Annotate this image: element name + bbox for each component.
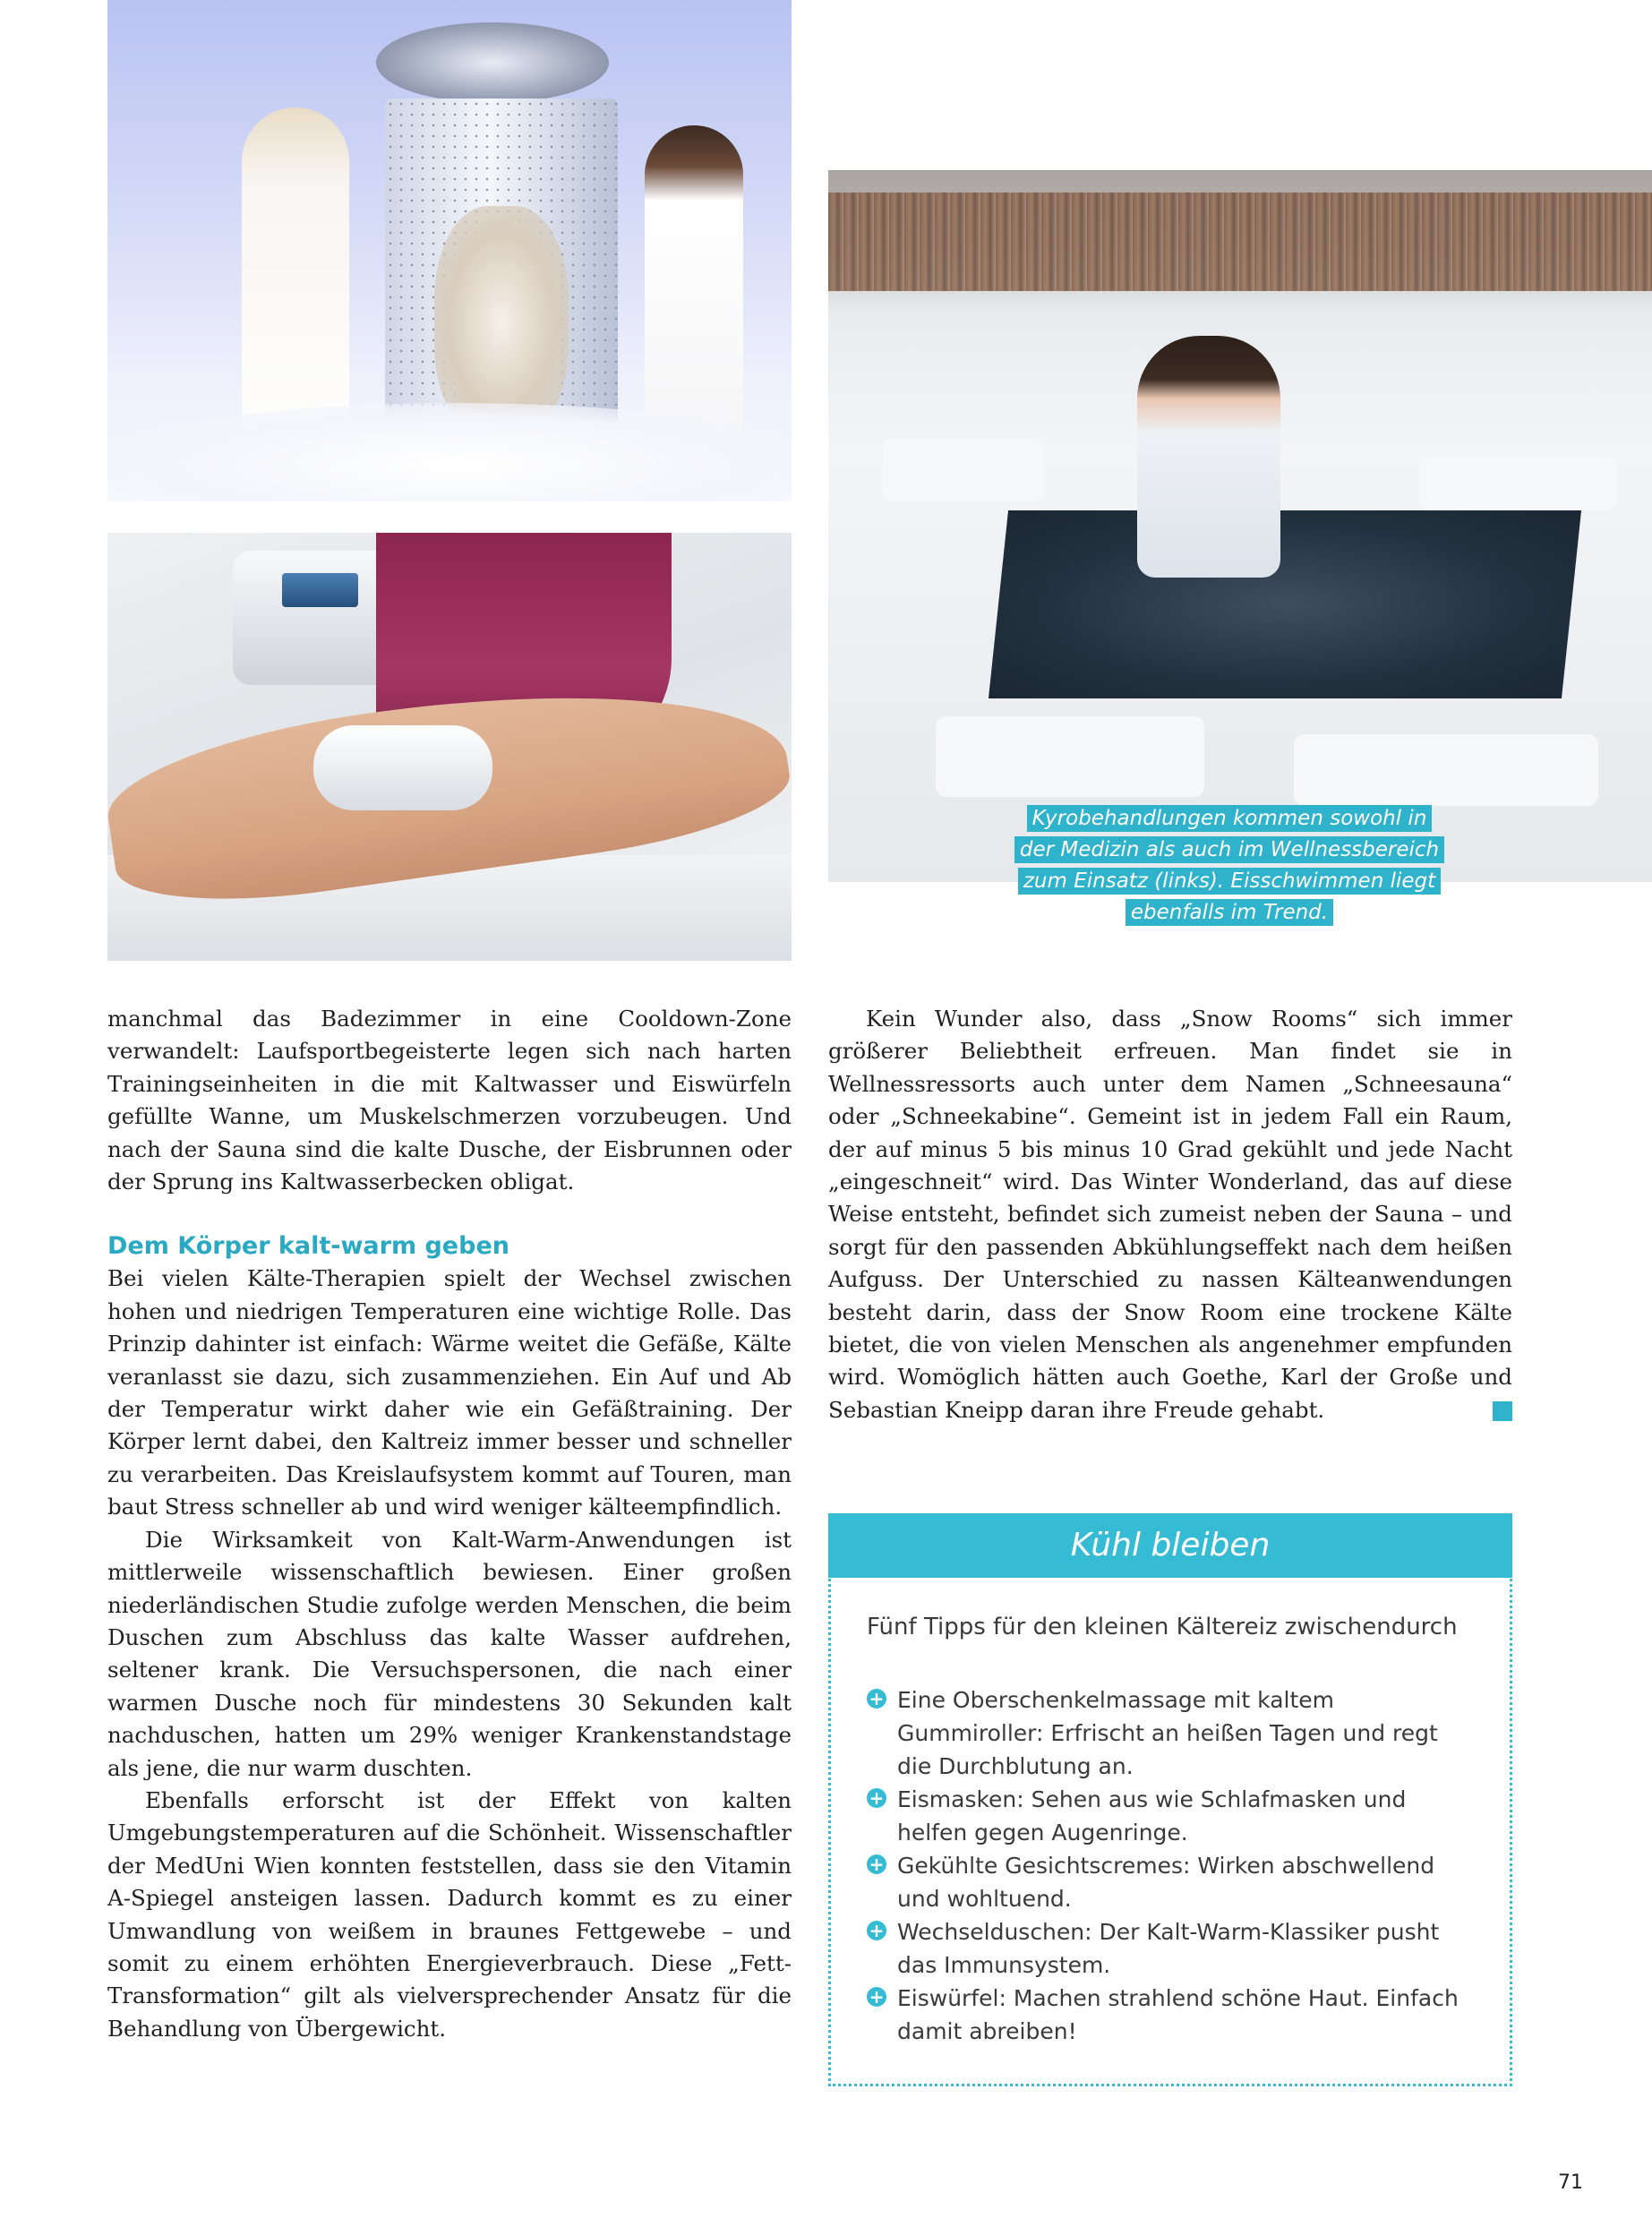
caption-line: der Medizin als auch im Wellnessbereich	[1014, 836, 1444, 863]
cryo-ceiling-lamp	[376, 22, 609, 103]
plus-icon: +	[867, 1788, 886, 1808]
plus-icon: +	[867, 1987, 886, 2007]
section-subhead: Dem Körper kalt-warm geben	[107, 1232, 509, 1261]
tip-item	[867, 1849, 1476, 1915]
ice-floe	[1419, 457, 1616, 510]
caption-line: ebenfalls im Trend.	[1126, 899, 1333, 926]
ice-floe	[1294, 734, 1598, 806]
reed-background	[828, 193, 1652, 291]
body-paragraph: Die Wirksamkeit von Kalt-Warm-Anwendungen ist mittlerweile wissenschaftlich bewiesen. Einer großen niederländischen Studie zufolge werden Menschen, die beim Duschen zum Abschluss das kalte Wasser aufdrehen, seltener krank. Die Versuchspersonen, die nach einer warmen Dusche noch für mindestens 30 Sekunden kalt nachduschen, hatten um 29% weniger Krankenstandstage als jene, die nur warm duschten.	[107, 1526, 792, 1781]
tip-text: Gekühlte Gesichtscremes: Wirken abschwellend und wohltuend.	[897, 1853, 1435, 1912]
body-paragraph: Ebenfalls erforscht ist der Effekt von kalten Umgebungstemperaturen auf die Schönheit. Wissenschaftler der MedUni Wien konnten feststellen, dass sie den Vitamin A-Spiegel ansteigen lassen. Dadurch kommt es zu einer Umwandlung von weißem in braunes Fettgewebe – und somit zu einem erhöhten Energieverbrauch. Diese „Fett-Transformation“ gilt als vielversprechender Ansatz für die Behandlung von Übergewicht.	[107, 1786, 792, 2042]
caption-line: Kyrobehandlungen kommen sowohl in	[1027, 805, 1433, 832]
photo-ice-swimming	[828, 170, 1652, 882]
plus-icon: +	[867, 1689, 886, 1708]
tip-item	[867, 1783, 1476, 1849]
intro-paragraph: manchmal das Badezimmer in eine Cooldown-Zone verwandelt: Laufsportbegeisterte legen sich nach harten Trainingseinheiten in die mit Kaltwasser und Eiswürfeln gefüllte Wanne, um Muskelschmerzen vorzubeugen. Und nach der Sauna sind die kalte Dusche, der Eisbrunnen oder der Sprung ins Kaltwasserbecken obligat.	[107, 1006, 792, 1195]
ice-swimmer	[1137, 336, 1280, 578]
ice-hole-water	[989, 510, 1581, 698]
tip-box-subtitle: Fünf Tipps für den kleinen Kältereiz zwischendurch	[867, 1614, 1458, 1640]
machine-screen	[282, 573, 358, 607]
tip-item	[867, 1915, 1476, 1982]
tip-box	[828, 1513, 1512, 2086]
tip-text: Wechselduschen: Der Kalt-Warm-Klassiker pusht das Immunsystem.	[897, 1919, 1440, 1978]
photo-caption	[1006, 803, 1453, 929]
tip-text: Eine Oberschenkelmassage mit kaltem Gummiroller: Erfrischt an heißen Tagen und regt die Durchblutung an.	[897, 1687, 1438, 1779]
tip-item	[867, 1982, 1476, 2048]
body-paragraph	[828, 1003, 1512, 1426]
tip-box-title: Kühl bleiben	[828, 1513, 1512, 1578]
treatment-applicator	[313, 725, 492, 810]
photo-cryolipolysis-treatment	[107, 533, 792, 961]
tip-text: Eiswürfel: Machen strahlend schöne Haut. Einfach damit abreiben!	[897, 1985, 1459, 2044]
plus-icon: +	[867, 1921, 886, 1940]
right-text-column	[828, 1003, 1512, 1426]
photo-cryo-chamber	[107, 0, 792, 501]
tip-text: Eismasken: Sehen aus wie Schlafmasken und helfen gegen Augenringe.	[897, 1786, 1407, 1845]
left-text-column	[107, 1003, 792, 2045]
ice-floe	[936, 716, 1204, 797]
cryo-fog	[107, 403, 792, 501]
ice-floe	[882, 439, 1043, 501]
tip-list	[867, 1683, 1476, 2048]
tip-item	[867, 1683, 1476, 1783]
caption-line: zum Einsatz (links). Eisschwimmen liegt	[1018, 868, 1441, 895]
body-text: Kein Wunder also, dass „Snow Rooms“ sich immer größerer Beliebtheit erfreuen. Man findet sie in Wellnessressorts auch unter dem Namen „Schneesauna“ oder „Schneekabine“. Gemeint ist in jedem Fall ein Raum, der auf minus 5 bis minus 10 Grad gekühlt und jede Nacht „eingeschneit“ wird. Das Winter Wonderland, das auf diese Weise entsteht, befindet sich zumeist neben der Sauna – und sorgt für den passenden Abkühlungseffekt nach dem heißen Aufguss. Der Unterschied zu nassen Kälteanwendungen besteht darin, dass der Snow Room eine trockene Kälte bietet, die von vielen Menschen als angenehmer empfunden wird. Womöglich hätten auch Goethe, Karl der Große und Sebastian Kneipp daran ihre Freude gehabt.	[828, 1006, 1512, 1423]
plus-icon: +	[867, 1854, 886, 1874]
end-mark-square	[1493, 1401, 1512, 1421]
page-number: 71	[1558, 2171, 1583, 2194]
body-paragraph: Bei vielen Kälte-Therapien spielt der Wechsel zwischen hohen und niedrigen Temperaturen eine wichtige Rolle. Das Prinzip dahinter ist einfach: Wärme weitet die Gefäße, Kälte veranlasst sie dazu, sich zusammenziehen. Ein Auf und Ab der Temperatur wirkt daher wie ein Gefäßtraining. Der Körper lernt dabei, den Kaltreiz immer besser und schneller zu verarbeiten. Das Kreislaufsystem kommt auf Touren, man baut Stress schneller ab und wird weniger kälteempfindlich.	[107, 1265, 792, 1520]
